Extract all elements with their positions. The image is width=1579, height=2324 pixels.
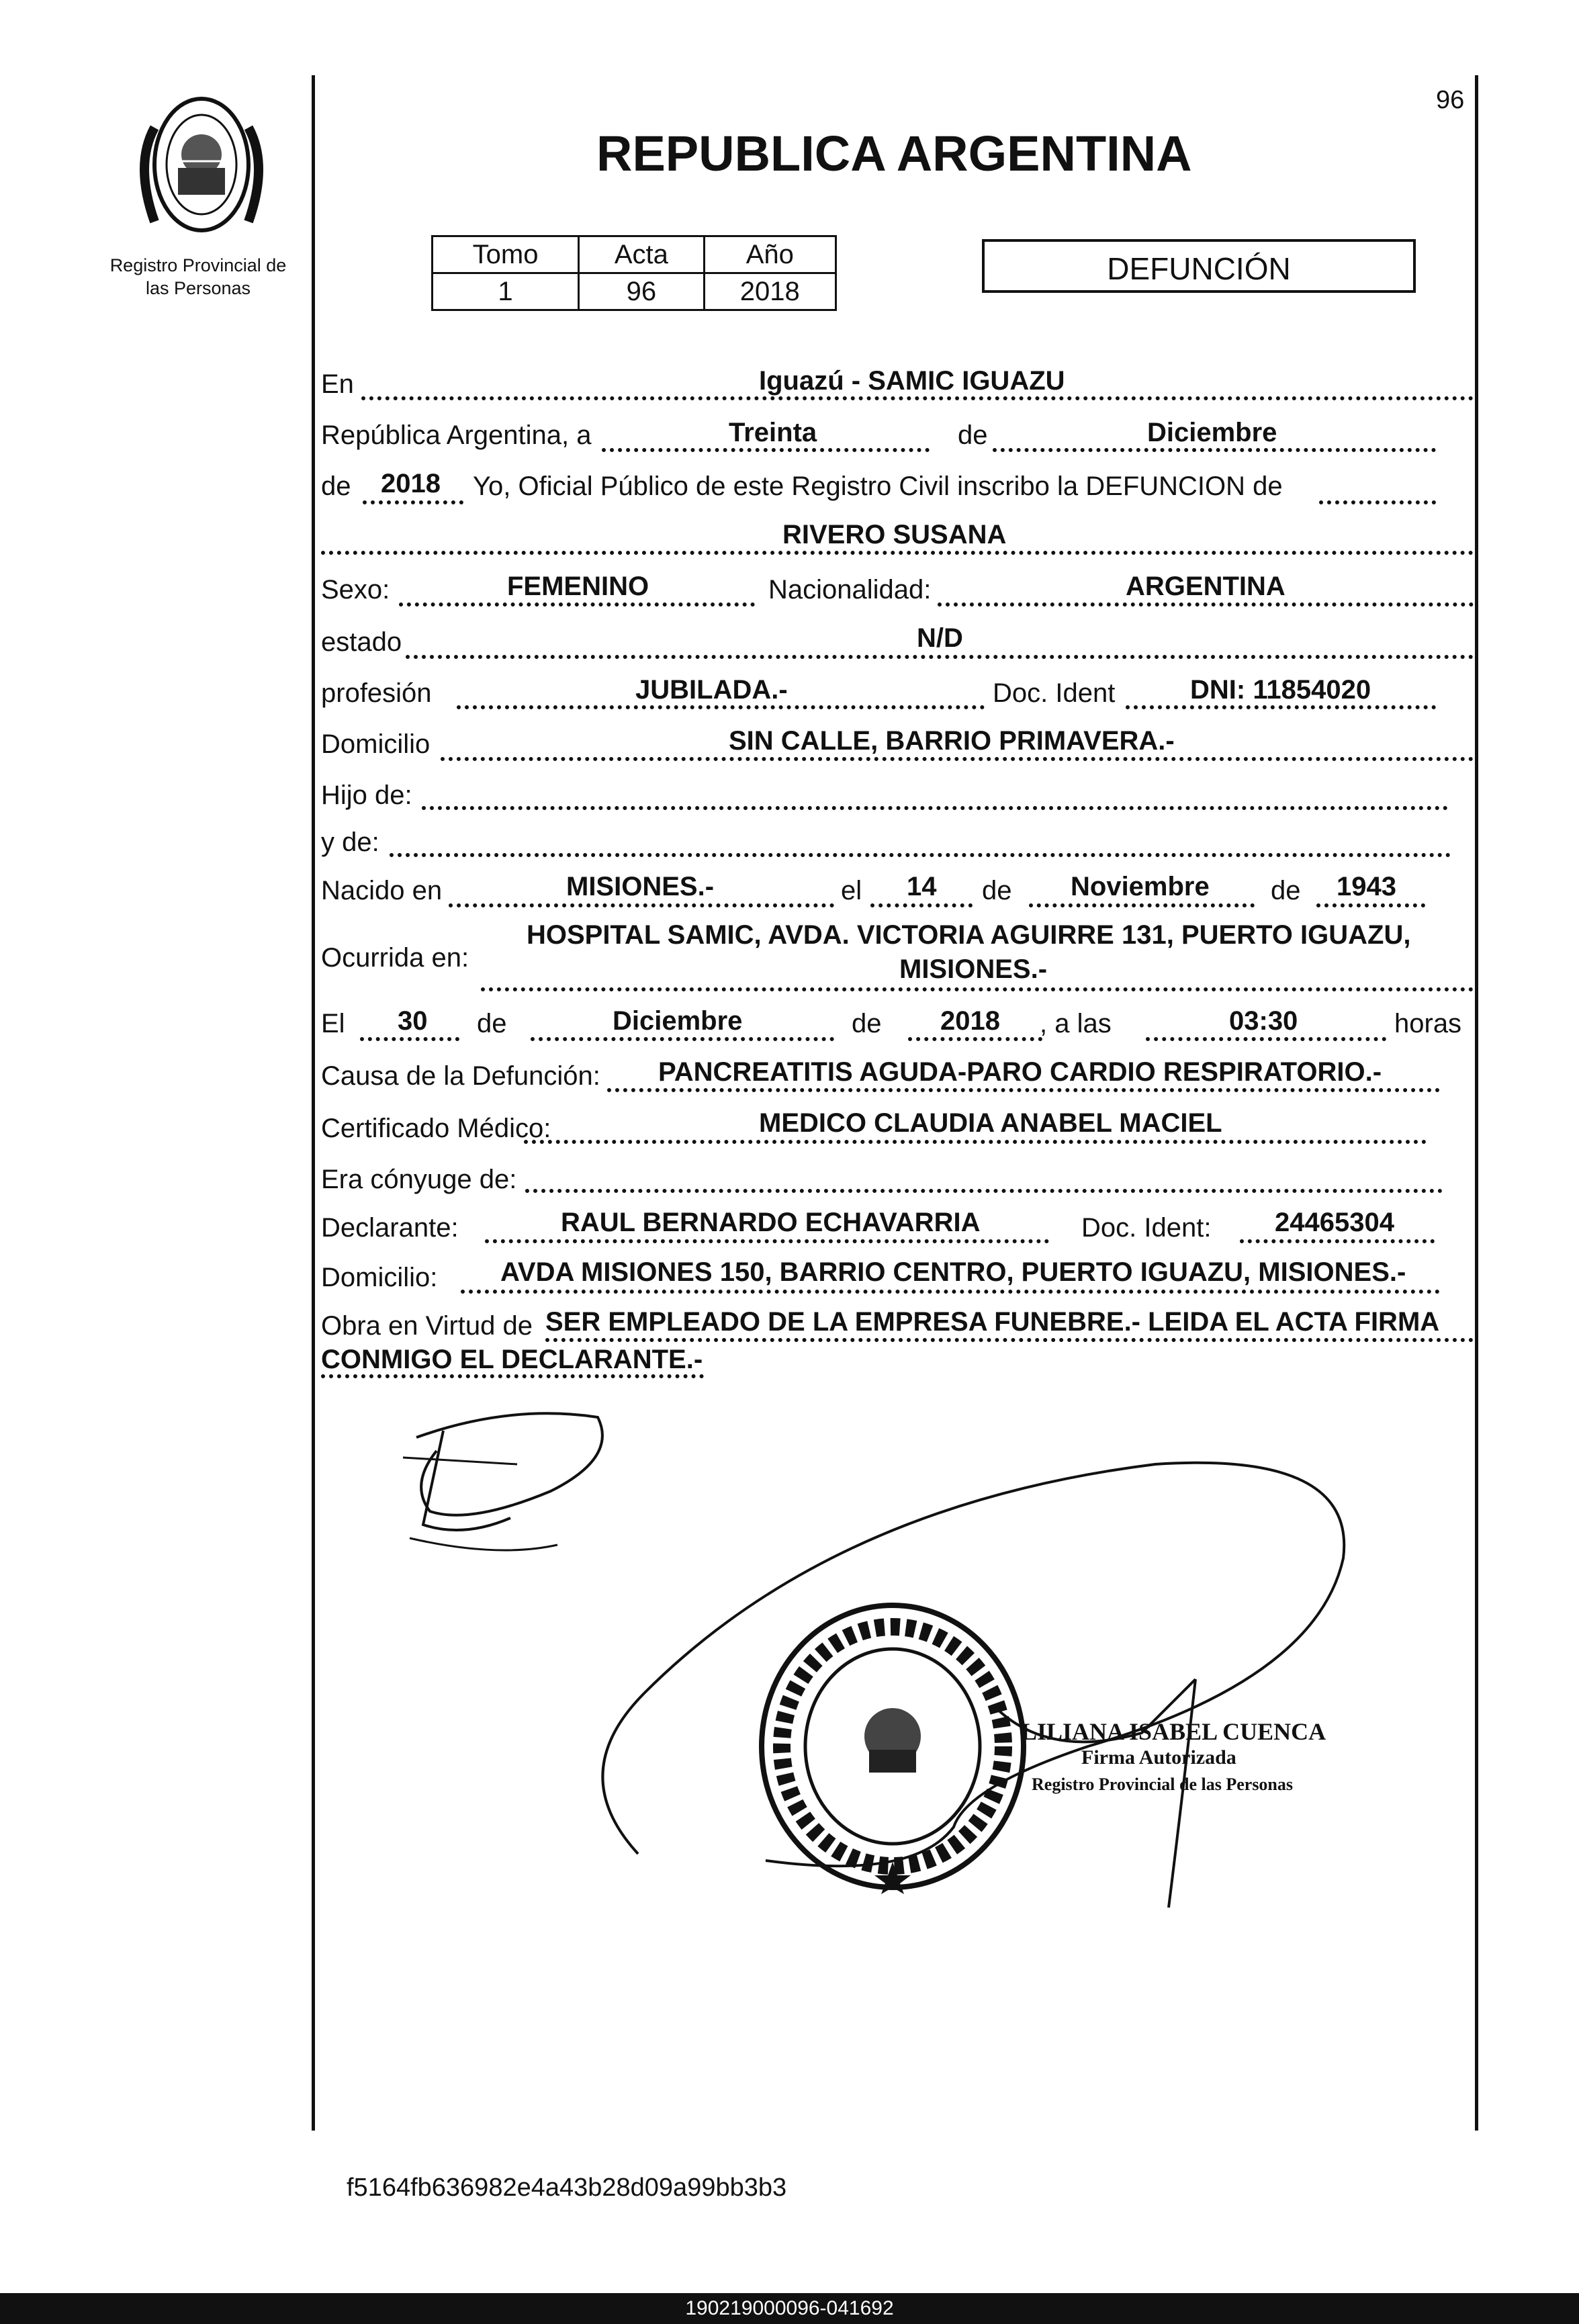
anio-value: 2018 <box>381 469 441 498</box>
domicilio2-label: Domicilio: <box>321 1263 438 1292</box>
registry-name-line1: Registro Provincial de <box>109 255 287 275</box>
ocurrida-value-line2: MISIONES.- <box>899 954 1048 984</box>
conyuge-label: Era cónyuge de: <box>321 1165 517 1194</box>
dotted-line <box>525 1189 1443 1193</box>
left-frame-line <box>312 75 315 2131</box>
de-label: de <box>982 876 1012 905</box>
document-type: DEFUNCIÓN <box>1107 251 1291 286</box>
right-frame-line <box>1475 75 1478 2131</box>
decl-doc-value: 24465304 <box>1275 1208 1394 1237</box>
causa-label: Causa de la Defunción: <box>321 1061 600 1091</box>
horas-label: horas <box>1394 1009 1462 1038</box>
dotted-line <box>938 602 1474 607</box>
sexo-value: FEMENINO <box>507 572 649 601</box>
yde-label: y de: <box>321 828 379 857</box>
en-label: En <box>321 369 354 399</box>
de-label: de <box>321 472 351 501</box>
el-label: El <box>321 1009 345 1038</box>
nacido-label: Nacido en <box>321 876 443 905</box>
dotted-line <box>321 551 1474 555</box>
el-label: el <box>841 876 862 905</box>
hora-value: 03:30 <box>1229 1006 1298 1036</box>
republica-label: República Argentina, a <box>321 420 592 450</box>
nacido-en-value: MISIONES.- <box>566 872 715 901</box>
declarante-label: Declarante: <box>321 1213 459 1243</box>
table-header-acta: Acta <box>579 236 704 273</box>
nac-anio-value: 1943 <box>1337 872 1396 901</box>
dotted-line <box>1316 903 1425 907</box>
declarante-value: RAUL BERNARDO ECHAVARRIA <box>561 1208 981 1237</box>
nac-mes-value: Noviembre <box>1071 872 1210 901</box>
dotted-line <box>993 448 1436 452</box>
domicilio2-value: AVDA MISIONES 150, BARRIO CENTRO, PUERTO IGUAZU, MISIONES.- <box>500 1257 1406 1287</box>
certificado-label: Certificado Médico: <box>321 1114 551 1143</box>
de-label: de <box>958 420 988 450</box>
lugar-value: Iguazú - SAMIC IGUAZU <box>759 366 1065 396</box>
obra-label: Obra en Virtud de <box>321 1311 533 1341</box>
dotted-line <box>1029 903 1255 907</box>
table-header-tomo: Tomo <box>433 236 579 273</box>
def-dia-value: 30 <box>398 1006 428 1036</box>
de-label: de <box>852 1009 882 1038</box>
ocurrida-label: Ocurrida en: <box>321 943 469 973</box>
registry-name-line2: las Personas <box>145 278 251 298</box>
dotted-line <box>602 448 930 452</box>
sexo-label: Sexo: <box>321 575 390 605</box>
nacionalidad-value: ARGENTINA <box>1126 572 1285 601</box>
dotted-line <box>1146 1037 1386 1041</box>
profesion-label: profesión <box>321 678 432 708</box>
mes-value: Diciembre <box>1147 418 1277 447</box>
dotted-line <box>461 1290 1440 1294</box>
ocurrida-value-line1: HOSPITAL SAMIC, AVDA. VICTORIA AGUIRRE 131, PUERTO IGUAZU, <box>527 920 1411 950</box>
decl-doc-label: Doc. Ident: <box>1081 1213 1212 1243</box>
def-anio-value: 2018 <box>940 1006 1000 1036</box>
official-role: Firma Autorizada <box>1081 1746 1236 1769</box>
domicilio-value: SIN CALLE, BARRIO PRIMAVERA.- <box>729 726 1175 756</box>
dotted-line <box>1240 1239 1435 1243</box>
nombre-value: RIVERO SUSANA <box>782 520 1007 549</box>
official-seal <box>755 1599 1030 1894</box>
estado-label: estado <box>321 627 402 657</box>
profesion-value: JUBILADA.- <box>635 675 788 705</box>
acta-table <box>431 235 837 311</box>
de-label: de <box>1271 876 1301 905</box>
domicilio-label: Domicilio <box>321 729 431 759</box>
document-hash: f5164fb636982e4a43b28d09a99bb3b3 <box>347 2174 787 2202</box>
dotted-line <box>360 1037 459 1041</box>
doc-ident-label: Doc. Ident <box>993 678 1116 708</box>
dia-texto-value: Treinta <box>729 418 817 447</box>
dotted-line <box>399 602 755 607</box>
nacionalidad-label: Nacionalidad: <box>768 575 932 605</box>
dotted-line <box>361 396 1474 400</box>
de-label: de <box>477 1009 507 1038</box>
dotted-line <box>441 757 1474 761</box>
obra-value-line2: CONMIGO EL DECLARANTE.- <box>321 1345 703 1374</box>
estado-value: N/D <box>917 623 963 653</box>
dotted-line <box>481 987 1474 991</box>
dotted-line <box>406 655 1474 659</box>
dotted-line <box>485 1239 1049 1243</box>
alas-label: , a las <box>1040 1009 1112 1038</box>
dotted-line <box>607 1088 1440 1092</box>
def-mes-value: Diciembre <box>613 1006 743 1036</box>
oficial-text: Yo, Oficial Público de este Registro Civil inscribo la DEFUNCION de <box>473 472 1283 501</box>
barcode-text: 190219000096-041692 <box>685 2297 894 2319</box>
dotted-line <box>870 903 973 907</box>
dotted-line <box>390 853 1451 857</box>
dotted-line <box>531 1037 834 1041</box>
causa-value: PANCREATITIS AGUDA-PARO CARDIO RESPIRATORIO.- <box>658 1057 1382 1087</box>
table-value-tomo: 1 <box>433 273 579 310</box>
hijo-label: Hijo de: <box>321 780 412 810</box>
obra-value-line1: SER EMPLEADO DE LA EMPRESA FUNEBRE.- LEIDA EL ACTA FIRMA <box>545 1307 1440 1337</box>
dotted-line <box>908 1037 1042 1041</box>
nac-dia-value: 14 <box>907 872 937 901</box>
dotted-line <box>524 1140 1427 1144</box>
dotted-line <box>321 1374 704 1378</box>
dotted-line <box>457 705 985 709</box>
dotted-line <box>545 1338 1474 1342</box>
page-number: 96 <box>1436 86 1465 114</box>
document-title: REPUBLICA ARGENTINA <box>596 126 1192 181</box>
dotted-line <box>363 500 463 504</box>
official-name: LILIANA ISABEL CUENCA <box>1021 1718 1326 1745</box>
dotted-line <box>422 806 1448 810</box>
official-org: Registro Provincial de las Personas <box>1032 1775 1294 1794</box>
dotted-line <box>449 903 834 907</box>
dotted-line <box>1319 500 1436 504</box>
table-value-acta: 96 <box>579 273 704 310</box>
table-header-anio: Año <box>704 236 836 273</box>
province-emblem <box>128 87 275 242</box>
dotted-line <box>1126 705 1436 709</box>
table-value-anio: 2018 <box>704 273 836 310</box>
certificado-value: MEDICO CLAUDIA ANABEL MACIEL <box>759 1108 1222 1138</box>
doc-ident-value: DNI: 11854020 <box>1190 675 1371 705</box>
